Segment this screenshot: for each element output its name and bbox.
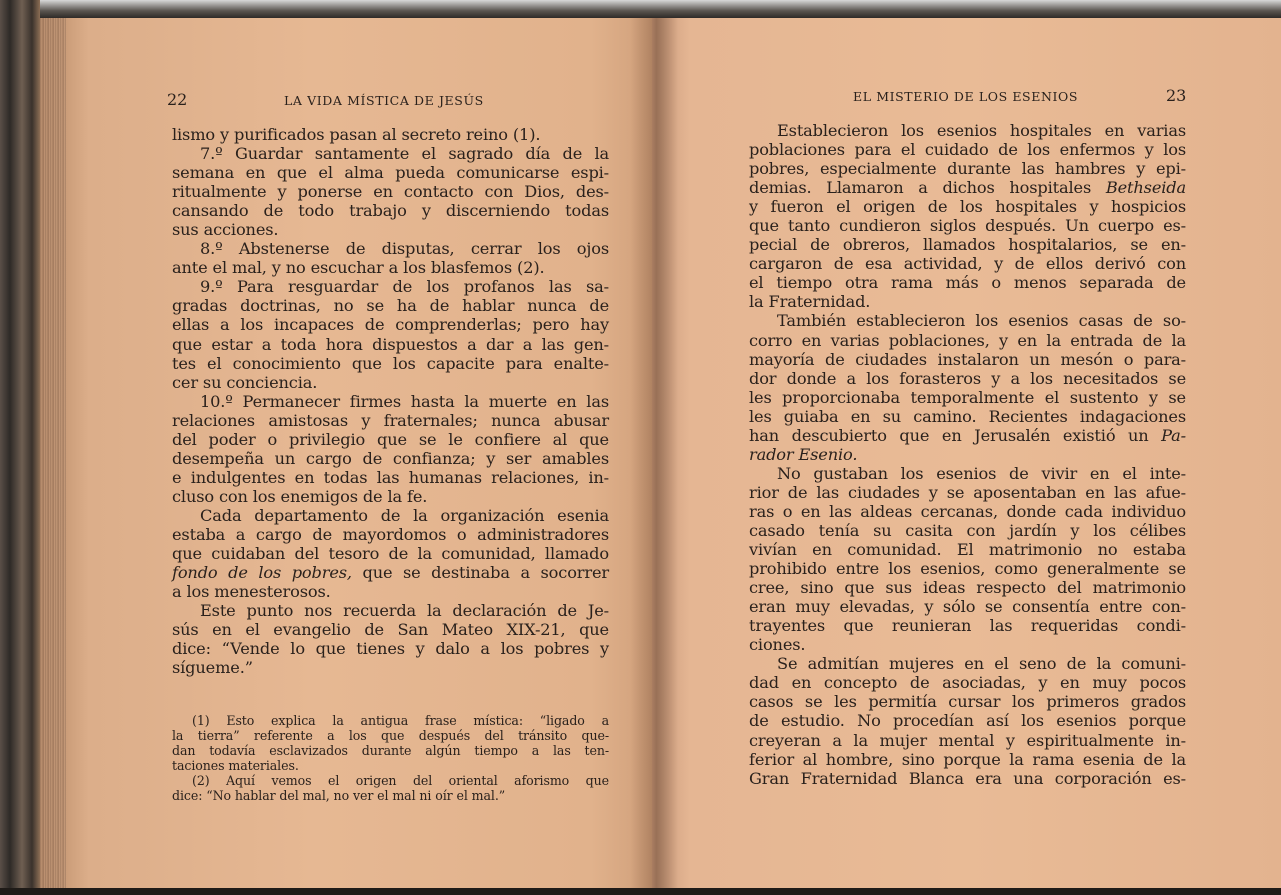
text-line: les proporcionaba temporalmente el sustento y se: [749, 387, 1186, 407]
text-line: cansando de todo trabajo y discerniendo todas: [172, 201, 609, 221]
left-page-footnotes: [172, 713, 609, 803]
text-line: del poder o privilegio que se le confiere al que: [172, 429, 609, 449]
text-line: sígueme.”: [172, 658, 253, 678]
text-line: dor donde a los forasteros y a los necesitados se: [749, 368, 1186, 388]
text-line: corro en varias poblaciones, y en la entrada de la: [749, 330, 1186, 350]
text-line: rior de las ciudades y se aposentaban en las afue-: [749, 482, 1186, 502]
text-line: el tiempo otra rama más o menos separada de: [749, 273, 1186, 293]
text-line: Cada departamento de la organización esenia: [200, 505, 609, 525]
text-line: prohibido entre los esenios, como generalmente se: [749, 559, 1186, 579]
text-line: cer su conciencia.: [172, 372, 318, 392]
text-line: (2) Aquí vemos el origen del oriental aforismo que: [192, 773, 609, 788]
text-line: gradas doctrinas, no se ha de hablar nunca de: [172, 296, 609, 316]
text-line: a los menesterosos.: [172, 582, 331, 602]
scan-bottom-edge: [0, 888, 1281, 895]
text-line: ciones.: [749, 635, 806, 655]
text-line: tes el conocimiento que los capacite para enalte-: [172, 353, 609, 373]
text-line: eran muy elevadas, y sólo se consentía entre con-: [749, 597, 1186, 617]
text-line: sús en el evangelio de San Mateo XIX-21, que: [172, 620, 609, 640]
text-line: la Fraternidad.: [749, 292, 871, 312]
text-line: relaciones amistosas y fraternales; nunca abusar: [172, 410, 609, 430]
text-line: que tanto cundieron siglos después. Un cuerpo es-: [749, 216, 1186, 236]
text-line: creyeran a la mujer mental y espiritualmente in-: [749, 730, 1186, 750]
book-gutter: [630, 18, 678, 888]
text-line: casado tenía su casita con jardín y los célibes: [749, 520, 1186, 540]
text-line: taciones materiales.: [172, 758, 299, 773]
text-line: ritualmente y ponerse en contacto con Dios, des-: [172, 182, 609, 202]
text-line: vivían en comunidad. El matrimonio no estaba: [749, 540, 1186, 560]
text-line: pobres, especialmente durante las hambres y epi-: [749, 159, 1186, 179]
text-line: han descubierto que en Jerusalén existió un Pa-: [749, 425, 1186, 445]
text-line: 9.º Para resguardar de los profanos las sa-: [200, 277, 609, 297]
text-line: Gran Fraternidad Blanca era una corporación es-: [749, 768, 1186, 788]
text-line: demias. Llamaron a dichos hospitales Bethseida: [749, 178, 1186, 198]
text-line: de estudio. No procedían así los esenios porque: [749, 711, 1186, 731]
text-line: trayentes que reunieran las requeridas condi-: [749, 616, 1186, 636]
text-line: 8.º Abstenerse de disputas, cerrar los ojos: [200, 239, 609, 259]
text-line: estaba a cargo de mayordomos o administradores: [172, 524, 609, 544]
text-line: dice: “Vende lo que tienes y dalo a los pobres y: [172, 639, 609, 659]
text-line: No gustaban los esenios de vivir en el inte-: [777, 463, 1186, 483]
text-line: Se admitían mujeres en el seno de la comuni-: [777, 654, 1186, 674]
text-line: les guiaba en su camino. Recientes indagaciones: [749, 406, 1186, 426]
text-line: casos se les permitía cursar los primeros grados: [749, 692, 1186, 712]
text-line: que estar a toda hora dispuestos a dar a las gen-: [172, 334, 609, 354]
text-line: dice: “No hablar del mal, no ver el mal ni oír el mal.”: [172, 788, 506, 803]
text-line: ras o en las aldeas cercanas, donde cada individuo: [749, 501, 1186, 521]
book-cover-edge: [0, 0, 40, 895]
text-line: cluso con los enemigos de la fe.: [172, 486, 428, 506]
text-line: poblaciones para el cuidado de los enfermos y los: [749, 140, 1186, 160]
text-line: cargaron de esa actividad, y de ellos derivó con: [749, 254, 1186, 274]
text-line: fondo de los pobres, que se destinaba a socorrer: [172, 563, 609, 583]
scan-top-edge: [0, 0, 1281, 18]
text-line: pecial de obreros, llamados hospitalarios, se en-: [749, 235, 1186, 255]
text-line: sus acciones.: [172, 220, 279, 240]
text-line: cree, sino que sus ideas respecto del matrimonio: [749, 578, 1186, 598]
text-line: También establecieron los esenios casas de so-: [777, 311, 1186, 331]
page-edges: [40, 18, 66, 888]
text-line: y fueron el origen de los hospitales y hospicios: [749, 197, 1186, 217]
text-line: 7.º Guardar santamente el sagrado día de la: [200, 144, 609, 164]
text-line: ellas a los incapaces de comprenderlas; pero hay: [172, 315, 609, 335]
text-line: mayoría de ciudades instalaron un mesón o para-: [749, 349, 1186, 369]
text-line: dan todavía esclavizados durante algún tiempo a las ten-: [172, 743, 609, 758]
text-line: que cuidaban del tesoro de la comunidad, llamado: [172, 544, 609, 564]
text-line: dad en concepto de asociadas, y en muy pocos: [749, 673, 1186, 693]
right-page-body: [749, 121, 1186, 788]
text-line: ferior al hombre, sino porque la rama esenia de la: [749, 749, 1186, 769]
running-head-right: EL MISTERIO DE LOS ESENIOS: [853, 89, 1079, 104]
text-line: rador Esenio.: [749, 444, 858, 464]
text-line: Establecieron los esenios hospitales en varias: [777, 121, 1186, 140]
text-line: Este punto nos recuerda la declaración de Je-: [200, 601, 609, 621]
text-line: semana en que el alma pueda comunicarse espi-: [172, 163, 609, 183]
text-line: lismo y purificados pasan al secreto reino (1).: [172, 125, 541, 144]
text-line: desempeña un cargo de confianza; y ser amables: [172, 448, 609, 468]
left-page-body: [172, 125, 609, 677]
text-line: ante el mal, y no escuchar a los blasfemos (2).: [172, 258, 545, 278]
text-line: 10.º Permanecer firmes hasta la muerte en las: [200, 391, 609, 411]
text-line: la tierra” referente a los que después del tránsito que-: [172, 728, 609, 743]
running-head-left: LA VIDA MÍSTICA DE JESÚS: [284, 93, 484, 108]
text-line: e indulgentes en todas las humanas relaciones, in-: [172, 467, 609, 487]
text-line: (1) Esto explica la antigua frase mística: “ligado a: [192, 713, 609, 728]
page-number-left: 22: [167, 90, 188, 109]
page-number-right: 23: [1166, 86, 1187, 105]
